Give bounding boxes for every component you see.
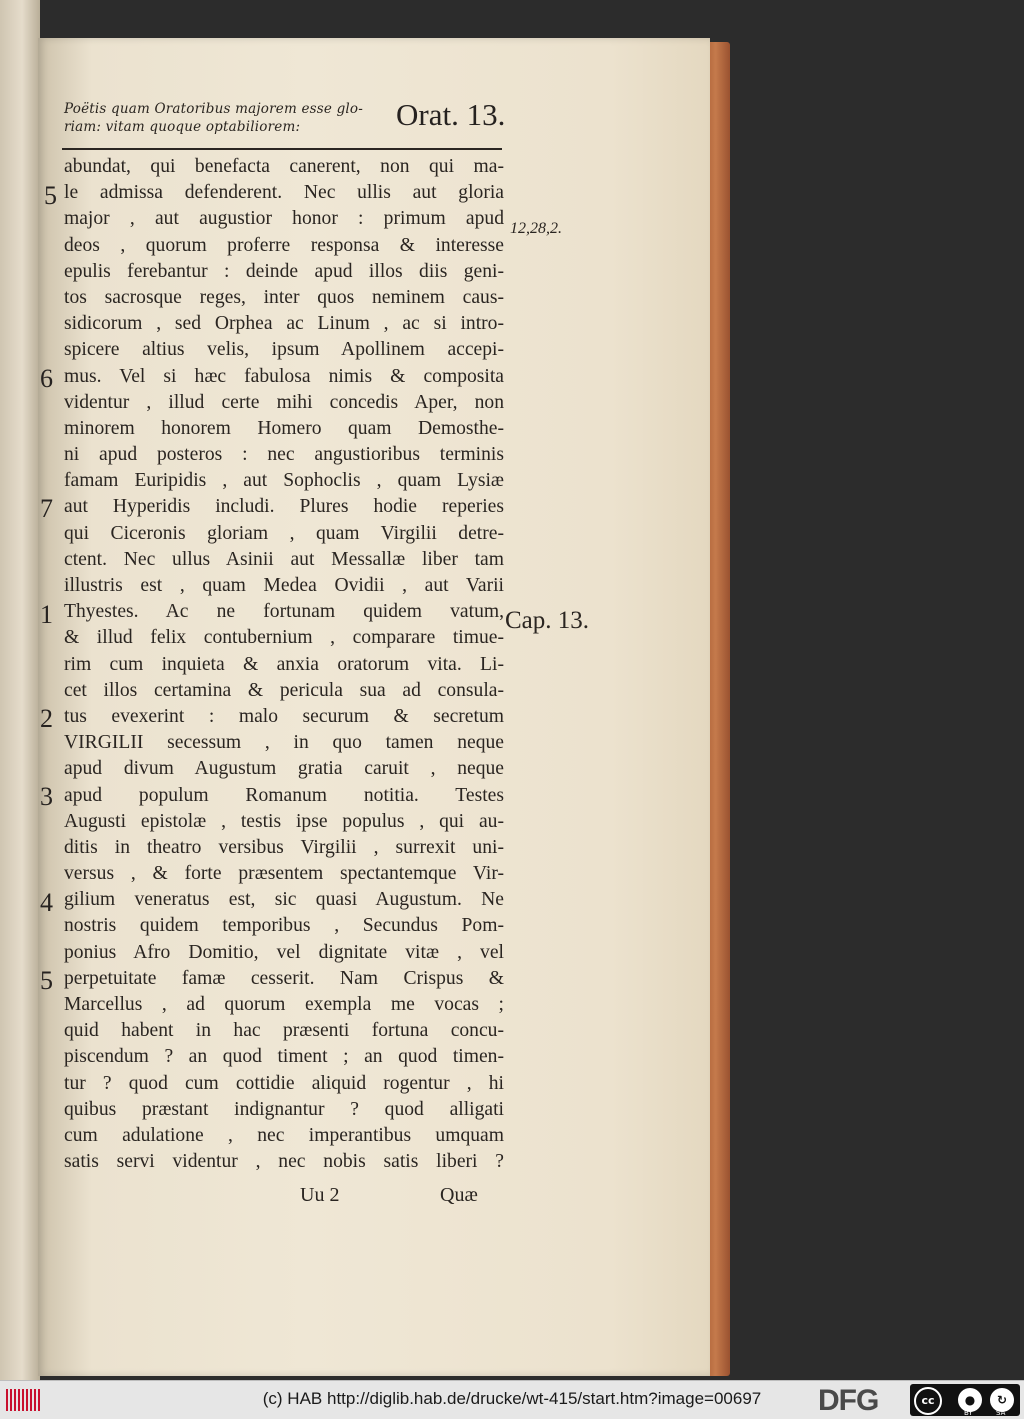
header-rule (62, 148, 502, 150)
margin-number: 3 (40, 782, 53, 811)
body-line: abundat, qui benefacta canerent, non qui ma- (64, 156, 504, 177)
body-line: apud populum Romanum notitia. Testes (64, 784, 504, 806)
body-line: perpetuitate famæ cesserit. Nam Crispus & (64, 967, 504, 989)
body-line: apud divum Augustum gratia caruit , neque (64, 758, 504, 780)
cc-license-badge[interactable] (910, 1384, 1020, 1416)
body-line: illustris est , quam Medea Ovidii , aut Varii (64, 575, 504, 596)
footer-bar (0, 1380, 1024, 1419)
body-line: ponius Afro Domitio, vel dignitate vitæ , vel (64, 941, 504, 963)
body-line: videntur , illud certe mihi concedis Aper, non (64, 391, 504, 413)
sa-label: SA (996, 1409, 1006, 1417)
body-line: ctent. Nec ullus Asinii aut Messallæ liber tam (64, 548, 504, 570)
body-line: famam Euripidis , aut Sophoclis , quam Lysiæ (64, 470, 504, 492)
by-icon: ● (958, 1388, 982, 1412)
running-head-oration: Orat. 13. (396, 97, 506, 132)
cc-icon: cc (914, 1387, 942, 1415)
body-line: minorem honorem Homero quam Demosthe- (64, 417, 504, 439)
body-line: VIRGILII secessum , in quo tamen neque (64, 732, 504, 754)
body-line: Marcellus , ad quorum exempla me vocas ; (64, 994, 504, 1015)
signature-mark: Uu 2 (300, 1184, 340, 1206)
body-line: cum adulatione , nec imperantibus umquam (64, 1124, 504, 1146)
body-line: gilium veneratus est, sic quasi Augustum. Ne (64, 889, 504, 911)
body-line: quibus præstant indignantur ? quod alligati (64, 1098, 504, 1120)
footer-credit: (c) HAB http://diglib.hab.de/drucke/wt-415/start.htm?image=00697 (262, 1389, 762, 1408)
margin-chapter: Cap. 13. (505, 607, 590, 634)
body-line: & illud felix contubernium , comparare timue- (64, 627, 504, 649)
body-line: sidicorum , sed Orphea ac Linum , ac si intro- (64, 313, 504, 335)
body-line: Augusti epistolæ , testis ipse populus , qui au- (64, 810, 504, 832)
margin-reference: 12,28,2. (510, 220, 562, 237)
body-line: ditis in theatro versibus Virgilii , surrexit uni- (64, 836, 504, 858)
margin-number: 5 (44, 181, 57, 210)
body-line: tur ? quod cum cottidie aliquid rogentur , hi (64, 1072, 504, 1094)
sa-icon: ↻ (990, 1388, 1014, 1412)
catchword: Quæ (440, 1184, 478, 1206)
body-line: le admissa defenderent. Nec ullis aut gloria (64, 182, 504, 204)
body-line: quid habent in hac præsenti fortuna concu- (64, 1020, 504, 1042)
running-head-line: Poëtis quam Oratoribus majorem esse glo- (64, 101, 364, 117)
body-line: satis servi videntur , nec nobis satis liberi ? (64, 1151, 504, 1173)
body-line: epulis ferebantur : deinde apud illos diis geni- (64, 260, 504, 282)
margin-number: 6 (40, 364, 53, 393)
body-line: tus evexerint : malo securum & secretum (64, 705, 504, 727)
body-line: Thyestes. Ac ne fortunam quidem vatum, (64, 601, 504, 623)
running-head-title (64, 100, 404, 136)
margin-number: 7 (40, 494, 53, 523)
body-line: major , aut augustior honor : primum apud (64, 208, 504, 230)
body-line: piscendum ? an quod timent ; an quod timen- (64, 1046, 504, 1068)
dfg-logo: DFG (818, 1384, 879, 1417)
running-head-line: riam: vitam quoque optabiliorem: (64, 119, 301, 135)
body-line: cet illos certamina & pericula sua ad consula- (64, 679, 504, 701)
body-text (64, 154, 504, 1175)
body-line: rim cum inquieta & anxia oratorum vita. Li- (64, 653, 504, 675)
margin-number: 1 (40, 600, 53, 629)
body-line: aut Hyperidis includi. Plures hodie reperies (64, 496, 504, 518)
margin-number: 4 (40, 888, 53, 917)
body-line: mus. Vel si hæc fabulosa nimis & composita (64, 365, 504, 387)
by-label: BY (964, 1409, 973, 1417)
body-line: deos , quorum proferre responsa & interesse (64, 234, 504, 256)
margin-number: 2 (40, 704, 53, 733)
body-line: ni apud posteros : nec angustioribus terminis (64, 444, 504, 466)
body-line: spicere altius velis, ipsum Apollinem accepi- (64, 339, 504, 361)
body-line: versus , & forte præsentem spectantemque Vir- (64, 863, 504, 885)
body-line: nostris quidem temporibus , Secundus Pom- (64, 915, 504, 937)
previous-page-edge (0, 0, 40, 1380)
margin-number: 5 (40, 966, 53, 995)
body-line: qui Ciceronis gloriam , quam Virgilii detre- (64, 522, 504, 544)
body-line: tos sacrosque reges, inter quos neminem caus- (64, 286, 504, 308)
